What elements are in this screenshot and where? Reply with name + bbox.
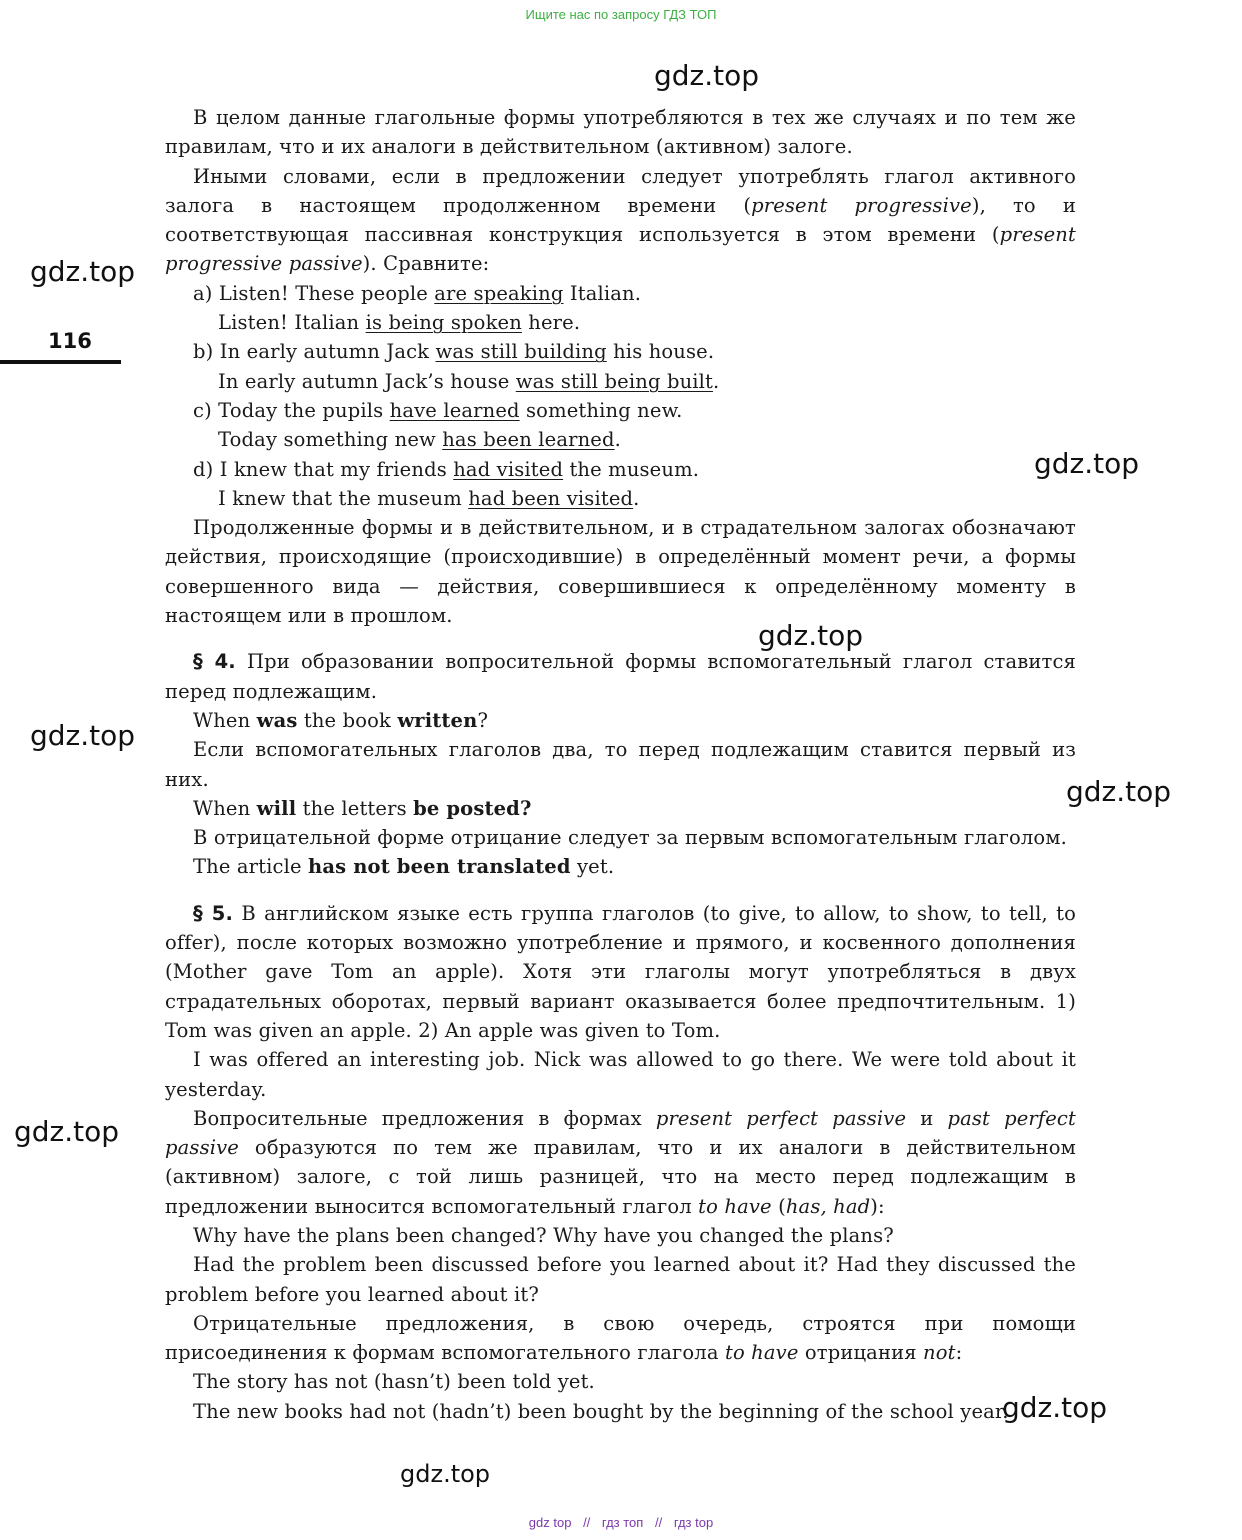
section-5: § 5. В английском языке есть группа глаголов (to give, to allow, to show, to tell, to offer), после которых возможно употребление и прямого, и косвенного дополнения (Mother gave Tom an apple). Хотя эти глаголы могут употребляться в двух страдательных оборотах, первый вариант оказывается более предпочтительным. 1) Tom was given an apple. 2) An apple was given to Tom. (165, 901, 1076, 1042)
paragraph: Отрицательные предложения, в свою очередь, строятся при помощи присоединения к формам вспомогательного глагола to have отрицания not: (165, 1311, 1076, 1365)
paragraph: Иными словами, если в предложении следует употреблять глагол активного залога в настоящем продолженном времени (present progressive), то и соответствующая пассивная конструкция используется в этом времени (present progressive passive). Сравните: (165, 164, 1077, 276)
example-line: I knew that the museum had been visited. (218, 486, 640, 510)
watermark: gdz.top (654, 59, 760, 92)
watermark: gdz.top (758, 619, 864, 652)
example-line: In early autumn Jack’s house was still being built. (218, 369, 720, 393)
page-body (165, 103, 1076, 1426)
example-line: The article has not been translated yet. (193, 855, 615, 879)
footer-links (0, 1515, 1242, 1530)
footer-separator: // (583, 1515, 591, 1530)
watermark: gdz.top (30, 719, 136, 752)
paragraph: Вопросительные предложения в формах present perfect passive и past perfect passive образуются по тем же правилам, что и их аналоги в действительном (активном) залоге, с той лишь разницей, что на место перед подлежащим в предложении выносится вспомогательный глагол to have (has, had): (165, 1106, 1076, 1218)
example-line: Why have the plans been changed? Why have you changed the plans? (193, 1223, 894, 1247)
paragraph: В отрицательной форме отрицание следует за первым вспомогательным глаголом. (193, 826, 1067, 850)
paragraph: Продолженные формы и в действительном, и в страдательном залогах обозначают действия, происходящие (происходившие) в определённый момент речи, а формы совершенного вида — действия, совершившиеся к определённому моменту в настоящем или в прошлом. (165, 516, 1076, 628)
example-line: d) I knew that my friends had visited the museum. (193, 457, 700, 481)
watermark: gdz.top (1034, 447, 1140, 480)
example-line: Listen! Italian is being spoken here. (218, 311, 581, 335)
example-line: Had the problem been discussed before you learned about it? Had they discussed the problem before you learned about it? (165, 1253, 1076, 1306)
paragraph: I was offered an interesting job. Nick was allowed to go there. We were told about it yesterday. (165, 1048, 1076, 1101)
section-label: § 4. (193, 650, 236, 674)
watermark: gdz.top (1002, 1391, 1108, 1424)
watermark: gdz.top (30, 255, 136, 288)
search-banner: Ищите нас по запросу ГДЗ ТОП (525, 7, 717, 22)
example-line: b) In early autumn Jack was still building his house. (193, 340, 715, 364)
watermark: gdz.top (400, 1460, 491, 1488)
paragraph: Если вспомогательных глаголов два, то перед подлежащим ставится первый из них. (165, 738, 1076, 791)
section-label: § 5. (193, 901, 234, 925)
page-number-rule (0, 360, 121, 364)
example-line: The story has not (hasn’t) been told yet. (193, 1370, 595, 1394)
example-line: The new books had not (hadn’t) been bought by the beginning of the school year. (193, 1399, 1009, 1423)
section-4: § 4. При образовании вопросительной формы вспомогательный глагол ставится перед подлежащим. (165, 650, 1076, 703)
example-line: Today something new has been learned. (218, 428, 621, 452)
example-line: When will the letters be posted? (193, 796, 532, 820)
page-number: 116 (48, 329, 92, 353)
footer-separator: // (654, 1515, 663, 1530)
example-line: a) Listen! These people are speaking Italian. (193, 281, 642, 305)
example-line: When was the book written? (193, 708, 489, 732)
paragraph: В целом данные глагольные формы употребляются в тех же случаях и по тем же правилам, что и их аналоги в действительном (активном) залоге. (165, 106, 1076, 159)
watermark: gdz.top (14, 1115, 120, 1148)
footer-link[interactable]: гдз top (673, 1515, 714, 1530)
example-line: c) Today the pupils have learned something new. (193, 398, 683, 422)
footer-link[interactable]: gdz top (528, 1515, 572, 1530)
footer-link[interactable]: гдз топ (601, 1515, 644, 1530)
watermark: gdz.top (1066, 775, 1172, 808)
